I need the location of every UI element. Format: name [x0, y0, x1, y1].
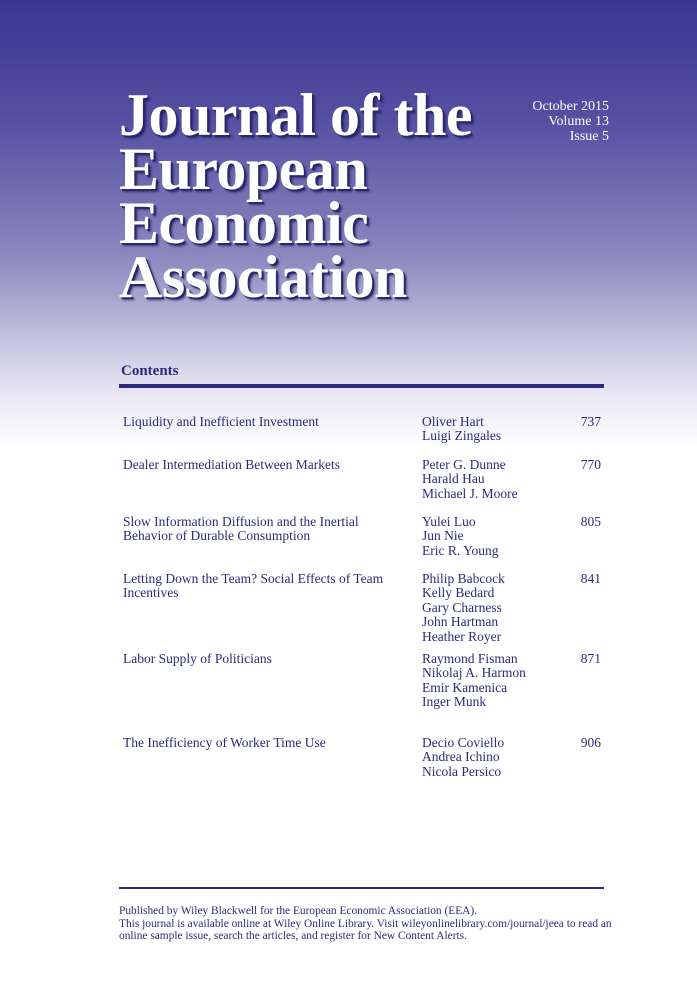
article-title: Slow Information Diffusion and the Inertial Behavior of Durable Consumption — [123, 514, 359, 544]
author: Nicola Persico — [422, 763, 502, 779]
article-title: Liquidity and Inefficient Investment — [123, 414, 319, 429]
page-number: 871 — [580, 651, 601, 666]
journal-title-line: Journal of the — [119, 82, 472, 148]
issue-date: October 2015 — [532, 99, 609, 114]
article-authors — [422, 736, 552, 779]
author: Yulei Luo — [422, 514, 476, 529]
footer-divider — [119, 887, 604, 889]
journal-title-line: Association — [119, 244, 407, 310]
article-title: Dealer Intermediation Between Markets — [123, 457, 341, 472]
page-number: 906 — [580, 735, 601, 750]
contents-heading: Contents — [121, 363, 179, 379]
article-authors — [422, 572, 552, 644]
author: Raymond Fisman — [422, 651, 518, 666]
toc-entry — [123, 415, 603, 451]
author: Nikolaj A. Harmon — [422, 665, 526, 681]
article-authors — [422, 415, 552, 444]
contents-divider — [119, 384, 604, 388]
publisher-line: Published by Wiley Blackwell for the European Economic Association (EEA). — [119, 905, 478, 917]
article-authors — [422, 458, 552, 501]
author: Inger Munk — [422, 694, 487, 710]
author: Oliver Hart — [422, 414, 484, 429]
author: Michael J. Moore — [422, 485, 518, 501]
journal-title — [119, 82, 539, 310]
author: Kelly Bedard — [422, 585, 495, 601]
publisher-footer — [119, 905, 619, 943]
article-authors — [422, 652, 552, 710]
toc-entry — [123, 458, 603, 508]
page-number: 841 — [580, 571, 601, 586]
author: Andrea Ichino — [422, 749, 500, 765]
article-title: Letting Down the Team? Social Effects of Team Incentives — [123, 571, 384, 601]
table-of-contents — [123, 415, 603, 793]
toc-entry — [123, 515, 603, 565]
toc-entry — [123, 652, 603, 729]
journal-title-line: Economic — [119, 190, 369, 256]
author: Jun Nie — [422, 528, 464, 544]
issue-info — [532, 99, 609, 144]
page-number: 805 — [580, 514, 601, 529]
author: Peter G. Dunne — [422, 457, 506, 472]
author: John Hartman — [422, 614, 499, 630]
author: Luigi Zingales — [422, 428, 502, 444]
availability-note: This journal is available online at Wiley Online Library. Visit wileyonlinelibrary.com/journal/jeea to read an online sample issue, search the articles, and register for New Content Alerts. — [119, 917, 612, 943]
author: Decio Coviello — [422, 735, 505, 750]
issue-volume: Volume 13 — [548, 114, 609, 129]
author: Heather Royer — [422, 628, 502, 644]
article-title: The Inefficiency of Worker Time Use — [123, 735, 326, 750]
journal-title-line: European — [119, 136, 368, 202]
article-title: Labor Supply of Politicians — [123, 651, 272, 666]
author: Philip Babcock — [422, 571, 505, 586]
author: Eric R. Young — [422, 542, 499, 558]
toc-entry — [123, 572, 603, 645]
issue-number: Issue 5 — [569, 129, 609, 144]
author: Gary Charness — [422, 599, 502, 615]
page-number: 737 — [580, 414, 601, 429]
author: Harald Hau — [422, 471, 485, 487]
toc-entry — [123, 736, 603, 786]
article-authors — [422, 515, 552, 558]
author: Emir Kamenica — [422, 679, 508, 695]
page-number: 770 — [580, 457, 601, 472]
